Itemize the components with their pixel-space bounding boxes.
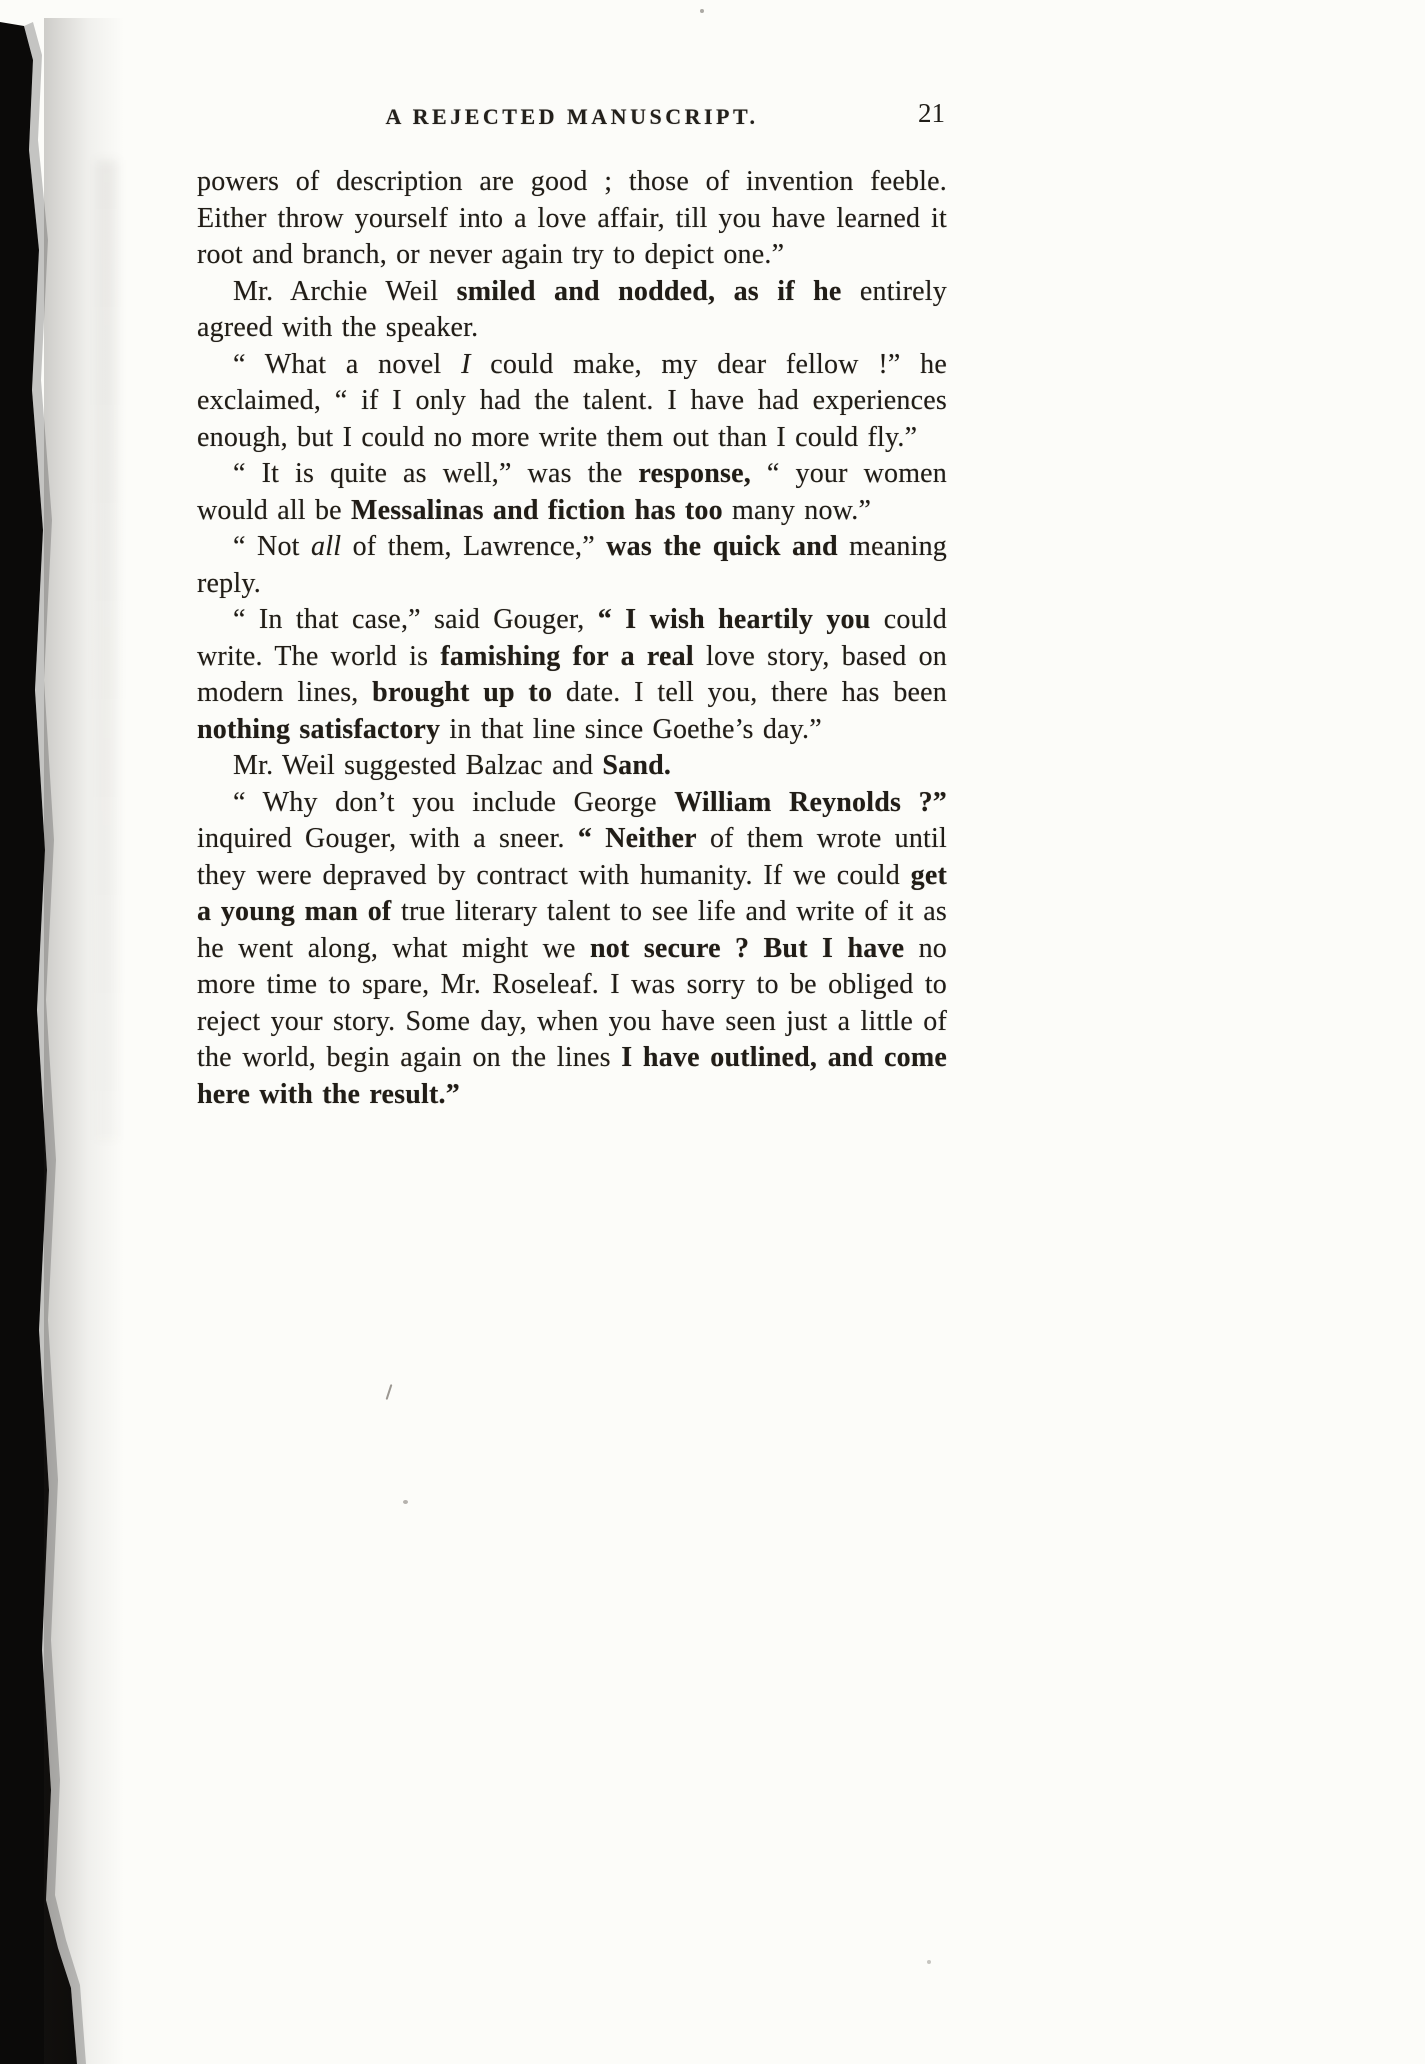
page-header	[197, 98, 947, 138]
text-segment: of them wrote until they were depraved by contract with humanity. If we could	[197, 823, 947, 891]
text-segment: “ Why don’t you include George	[233, 786, 675, 818]
text-segment: true literary talent to see life and write of it as he went along, what might we	[197, 896, 947, 964]
text-segment: all	[311, 531, 342, 562]
binding-edge	[0, 0, 95, 2064]
text-segment: entirely agreed with the speaker.	[197, 275, 947, 343]
text-segment: nothing satisfactory	[197, 713, 441, 745]
running-title: A REJECTED MANUSCRIPT.	[385, 104, 759, 129]
paragraph	[197, 164, 947, 274]
text-segment: could write. The world is	[197, 604, 947, 672]
scan-speck	[700, 9, 704, 13]
text-segment: could make, my dear fellow !” he exclaimed, “ if I only had the talent. I have had experiences enough, but I could no more write them out than I could fly.”	[197, 348, 947, 453]
text-segment: “ Neither	[577, 823, 697, 854]
paragraph	[197, 785, 947, 1114]
text-segment: smiled and nodded, as if he	[456, 275, 842, 307]
text-segment: Messalinas and fiction has too	[351, 494, 723, 526]
text-segment: famishing for a real	[440, 640, 694, 672]
text-segment: Mr. Weil suggested Balzac and	[233, 750, 603, 781]
scan-streak	[96, 160, 118, 1140]
text-segment: Sand.	[602, 750, 672, 781]
text-segment: was the quick and	[606, 531, 838, 562]
text-segment: not secure ? But I have	[590, 932, 905, 964]
text-segment: powers of description are good ; those of invention feeble. Either throw yourself into a love affair, till you have learned it root and branch, or never again try to depict one.”	[197, 166, 947, 270]
text-segment: I have outlined, and come here with the result.”	[197, 1042, 947, 1110]
paragraph	[197, 602, 947, 748]
paragraph	[197, 529, 947, 602]
page-content	[197, 98, 947, 1113]
text-segment: I	[461, 348, 471, 380]
text-segment: “ your women would all be	[197, 458, 948, 526]
paragraph	[197, 274, 947, 347]
text-segment: brought up to	[372, 677, 553, 708]
paragraph	[197, 347, 947, 457]
text-segment: of them, Lawrence,”	[341, 531, 607, 562]
text-segment: “ It is quite as well,” was the	[233, 458, 639, 489]
text-segment: date. I tell you, there has been	[552, 677, 947, 708]
text-segment: response,	[638, 458, 751, 489]
text-segment: “ What a novel	[233, 348, 462, 380]
text-segment: love story, based on modern lines,	[197, 640, 948, 708]
text-segment: Mr. Archie Weil	[233, 275, 457, 307]
text-segment: no more time to spare, Mr. Roseleaf. I was sorry to be obliged to reject your story. Some day, when you have seen just a little of the world, begin again on the lines	[197, 932, 948, 1073]
paragraph	[197, 748, 947, 785]
page-number: 21	[918, 98, 945, 128]
text-segment: inquired Gouger, with a sneer.	[197, 823, 578, 854]
text-segment: meaning reply.	[197, 531, 947, 599]
text-segment: “ In that case,” said Gouger,	[233, 604, 598, 635]
text-segment: many now.”	[722, 494, 872, 526]
scan-speck	[403, 1500, 408, 1504]
scan-speck	[927, 1960, 931, 1964]
page-body	[197, 164, 947, 1113]
text-segment: “ I wish heartily you	[597, 604, 871, 635]
scan-speck	[386, 1384, 393, 1400]
text-segment: “ Not	[233, 531, 312, 562]
text-segment: William Reynolds ?”	[674, 786, 947, 818]
text-segment: in that line since Goethe’s day.”	[440, 713, 822, 745]
text-segment: get a young man of	[197, 859, 947, 927]
paragraph	[197, 456, 947, 529]
